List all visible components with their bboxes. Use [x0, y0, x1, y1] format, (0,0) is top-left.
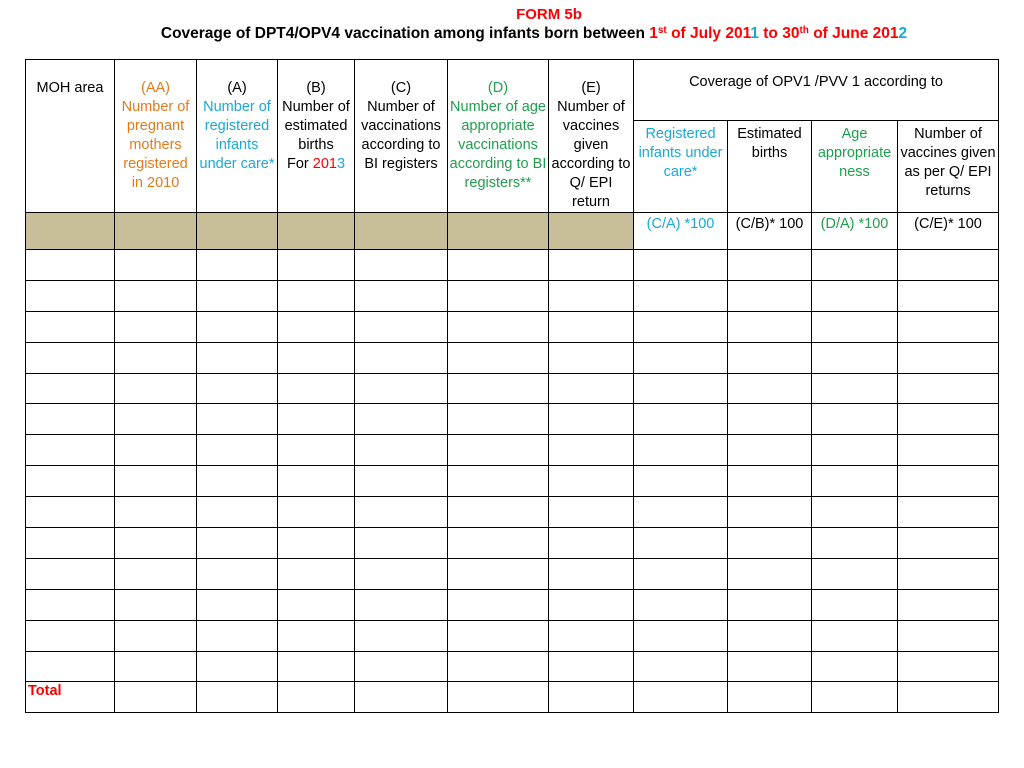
shaded-cell [115, 213, 197, 250]
table-cell[interactable] [728, 651, 812, 682]
total-row [26, 682, 999, 713]
table-cell[interactable] [115, 435, 197, 466]
table-cell[interactable] [634, 620, 728, 651]
subheader-registered-infants: Registered infants under care* [634, 121, 728, 213]
table-row [26, 373, 999, 404]
table-cell[interactable] [448, 589, 549, 620]
table-cell[interactable] [115, 651, 197, 682]
table-cell[interactable] [197, 280, 278, 311]
subtitle-year1-last: 1 [750, 25, 759, 42]
table-cell[interactable] [549, 404, 634, 435]
table-cell[interactable] [115, 682, 197, 713]
table-cell[interactable] [355, 342, 448, 373]
table-cell[interactable] [812, 651, 898, 682]
table-cell[interactable] [898, 497, 999, 528]
table-cell[interactable] [278, 497, 355, 528]
table-row [26, 342, 999, 373]
table-cell[interactable] [26, 250, 115, 281]
table-cell[interactable] [634, 528, 728, 559]
formula-da: (D/A) *100 [812, 213, 898, 250]
table-cell[interactable] [898, 528, 999, 559]
subheader-vaccines-given: Number of vaccines given as per Q/ EPI returns [898, 121, 999, 213]
table-cell[interactable] [728, 404, 812, 435]
table-cell[interactable] [898, 589, 999, 620]
table-cell[interactable] [115, 497, 197, 528]
header-e: (E) Number of vaccines given according to Q/ EPI return [549, 60, 634, 213]
table-cell[interactable] [355, 682, 448, 713]
table-cell[interactable] [197, 342, 278, 373]
table-cell[interactable] [278, 589, 355, 620]
shaded-cell [355, 213, 448, 250]
table-cell[interactable] [115, 558, 197, 589]
table-cell[interactable] [448, 497, 549, 528]
table-cell[interactable] [634, 250, 728, 281]
table-cell[interactable] [278, 373, 355, 404]
table-cell[interactable] [549, 497, 634, 528]
table-cell[interactable] [448, 342, 549, 373]
table-cell[interactable] [728, 497, 812, 528]
table-cell[interactable] [634, 589, 728, 620]
table-cell[interactable] [549, 311, 634, 342]
subtitle-day1: 1 [649, 25, 658, 42]
table-cell[interactable] [448, 682, 549, 713]
table-row [26, 250, 999, 281]
table-row [26, 620, 999, 651]
table-cell[interactable] [26, 311, 115, 342]
table-body [26, 250, 999, 682]
table-cell[interactable] [728, 250, 812, 281]
table-cell[interactable] [728, 435, 812, 466]
table-cell[interactable] [634, 311, 728, 342]
table-cell[interactable] [115, 528, 197, 559]
subtitle-month2: of June 201 [808, 25, 899, 42]
table-cell[interactable] [728, 280, 812, 311]
table-cell[interactable] [634, 682, 728, 713]
table-cell[interactable] [355, 280, 448, 311]
table-cell[interactable] [197, 682, 278, 713]
table-cell[interactable] [448, 435, 549, 466]
table-cell[interactable] [197, 466, 278, 497]
form-subtitle [44, 24, 1024, 44]
table-cell[interactable] [26, 589, 115, 620]
table-cell[interactable] [812, 682, 898, 713]
table-cell[interactable] [278, 682, 355, 713]
table-cell[interactable] [26, 497, 115, 528]
table-cell[interactable] [549, 280, 634, 311]
table-cell[interactable] [278, 466, 355, 497]
table-row [26, 558, 999, 589]
table-cell[interactable] [634, 651, 728, 682]
table-row [26, 404, 999, 435]
table-cell[interactable] [728, 342, 812, 373]
table-cell[interactable] [898, 250, 999, 281]
table-cell[interactable] [898, 280, 999, 311]
table-cell[interactable] [448, 311, 549, 342]
table-cell[interactable] [898, 620, 999, 651]
table-cell[interactable] [634, 435, 728, 466]
table-cell[interactable] [898, 651, 999, 682]
table-cell[interactable] [278, 620, 355, 651]
table-cell[interactable] [728, 373, 812, 404]
table-cell[interactable] [115, 373, 197, 404]
table-cell[interactable] [355, 620, 448, 651]
table-cell[interactable] [355, 435, 448, 466]
header-c: (C) Number of vaccinations according to BI registers [355, 60, 448, 213]
shaded-cell [448, 213, 549, 250]
table-cell[interactable] [812, 404, 898, 435]
subtitle-month1: of July 201 [666, 25, 751, 42]
table-cell[interactable] [812, 466, 898, 497]
table-cell[interactable] [115, 589, 197, 620]
table-cell[interactable] [728, 528, 812, 559]
table-cell[interactable] [549, 651, 634, 682]
table-cell[interactable] [115, 466, 197, 497]
table-cell[interactable] [634, 558, 728, 589]
table-cell[interactable] [197, 528, 278, 559]
table-cell[interactable] [278, 250, 355, 281]
table-cell[interactable] [278, 280, 355, 311]
table-cell[interactable] [197, 435, 278, 466]
header-a: (A) Number of registered infants under care* [197, 60, 278, 213]
table-cell[interactable] [812, 589, 898, 620]
table-cell[interactable] [26, 620, 115, 651]
table-cell[interactable] [812, 558, 898, 589]
table-cell[interactable] [26, 373, 115, 404]
table-cell[interactable] [197, 373, 278, 404]
table-cell[interactable] [728, 682, 812, 713]
table-row [26, 466, 999, 497]
table-cell[interactable] [812, 620, 898, 651]
table-cell[interactable] [812, 435, 898, 466]
table-cell[interactable] [448, 466, 549, 497]
table-cell[interactable] [634, 373, 728, 404]
table-cell[interactable] [549, 435, 634, 466]
table-cell[interactable] [278, 558, 355, 589]
header-moh-area: MOH area [26, 60, 115, 213]
table-row [26, 311, 999, 342]
table-cell[interactable] [549, 589, 634, 620]
table-cell[interactable] [278, 311, 355, 342]
formula-ce: (C/E)* 100 [898, 213, 999, 250]
subheader-age-appropriateness: Age appropriate ness [812, 121, 898, 213]
table-cell[interactable] [278, 435, 355, 466]
table-cell[interactable] [278, 404, 355, 435]
table-cell[interactable] [728, 589, 812, 620]
table-cell[interactable] [898, 558, 999, 589]
header-b: (B) Number of estimated births For 2013 [278, 60, 355, 213]
table-cell[interactable] [898, 342, 999, 373]
table-cell[interactable] [549, 558, 634, 589]
table-cell[interactable] [355, 528, 448, 559]
formula-row [26, 213, 999, 250]
shaded-cell [197, 213, 278, 250]
table-cell[interactable] [355, 311, 448, 342]
table-cell[interactable] [549, 373, 634, 404]
table-cell[interactable] [812, 497, 898, 528]
header-d: (D) Number of age appropriate vaccinations according to BI registers** [448, 60, 549, 213]
table-cell[interactable] [634, 466, 728, 497]
table-cell[interactable] [26, 558, 115, 589]
table-cell[interactable] [115, 342, 197, 373]
table-cell[interactable] [549, 342, 634, 373]
table-cell[interactable] [448, 404, 549, 435]
table-cell[interactable] [549, 528, 634, 559]
table-cell[interactable] [26, 528, 115, 559]
title-block [0, 6, 1024, 44]
table-row [26, 435, 999, 466]
table-cell[interactable] [278, 342, 355, 373]
table-cell[interactable] [634, 280, 728, 311]
table-cell[interactable] [448, 620, 549, 651]
table-cell[interactable] [278, 528, 355, 559]
table-cell[interactable] [355, 651, 448, 682]
table-cell[interactable] [197, 589, 278, 620]
table-cell[interactable] [898, 466, 999, 497]
table-cell[interactable] [812, 280, 898, 311]
table-cell[interactable] [26, 342, 115, 373]
table-cell[interactable] [728, 558, 812, 589]
subtitle-prefix: Coverage of DPT4/OPV4 vaccination among infants born between [160, 25, 650, 42]
subtitle-year2-last: 2 [898, 25, 908, 42]
table-cell[interactable] [355, 497, 448, 528]
shaded-cell [549, 213, 634, 250]
table-cell[interactable] [26, 651, 115, 682]
table-cell[interactable] [549, 250, 634, 281]
table-cell[interactable] [728, 311, 812, 342]
table-row [26, 280, 999, 311]
table-cell[interactable] [448, 280, 549, 311]
table-cell[interactable] [197, 558, 278, 589]
table-cell[interactable] [355, 466, 448, 497]
subtitle-to: to 30 [758, 25, 800, 42]
table-cell[interactable] [812, 528, 898, 559]
table-cell[interactable] [898, 373, 999, 404]
table-cell[interactable] [549, 466, 634, 497]
table-cell[interactable] [634, 342, 728, 373]
form-title: FORM 5b [516, 6, 582, 23]
table-cell[interactable] [812, 311, 898, 342]
table-cell[interactable] [355, 404, 448, 435]
table-cell[interactable] [197, 651, 278, 682]
table-cell[interactable] [26, 280, 115, 311]
header-coverage: Coverage of OPV1 /PVV 1 according to [634, 60, 999, 121]
table-cell[interactable] [355, 589, 448, 620]
table-cell[interactable] [898, 682, 999, 713]
subheader-estimated-births: Estimated births [728, 121, 812, 213]
formula-ca: (C/A) *100 [634, 213, 728, 250]
table-cell[interactable] [115, 311, 197, 342]
table-cell[interactable] [812, 373, 898, 404]
table-cell[interactable] [197, 497, 278, 528]
table-cell[interactable] [115, 250, 197, 281]
subtitle-sup1: st [657, 25, 667, 36]
table-row [26, 497, 999, 528]
table-cell[interactable] [448, 528, 549, 559]
table-cell[interactable] [448, 558, 549, 589]
table-cell[interactable] [728, 620, 812, 651]
total-label: Total [26, 682, 115, 713]
table-row [26, 589, 999, 620]
table-cell[interactable] [26, 466, 115, 497]
table-cell[interactable] [448, 373, 549, 404]
table-cell[interactable] [898, 435, 999, 466]
table-cell[interactable] [26, 435, 115, 466]
table-cell[interactable] [355, 250, 448, 281]
table-row [26, 528, 999, 559]
table-cell[interactable] [448, 250, 549, 281]
table-cell[interactable] [898, 404, 999, 435]
table-cell[interactable] [898, 311, 999, 342]
table-cell[interactable] [728, 466, 812, 497]
table-cell[interactable] [634, 404, 728, 435]
header-row [26, 60, 999, 121]
table-cell[interactable] [549, 620, 634, 651]
coverage-table [25, 59, 999, 713]
table-cell[interactable] [812, 250, 898, 281]
table-cell[interactable] [355, 558, 448, 589]
shaded-cell [26, 213, 115, 250]
subtitle-sup2: th [799, 25, 809, 36]
shaded-cell [278, 213, 355, 250]
table-cell[interactable] [115, 280, 197, 311]
table-cell[interactable] [448, 651, 549, 682]
table-cell[interactable] [26, 404, 115, 435]
table-cell[interactable] [197, 620, 278, 651]
table-cell[interactable] [278, 651, 355, 682]
table-cell[interactable] [115, 620, 197, 651]
table-cell[interactable] [634, 497, 728, 528]
table-cell[interactable] [115, 404, 197, 435]
table-cell[interactable] [812, 342, 898, 373]
table-cell[interactable] [355, 373, 448, 404]
table-row [26, 651, 999, 682]
table-cell[interactable] [197, 250, 278, 281]
formula-cb: (C/B)* 100 [728, 213, 812, 250]
table-cell[interactable] [549, 682, 634, 713]
header-aa: (AA) Number of pregnant mothers registered in 2010 [115, 60, 197, 213]
table-cell[interactable] [197, 404, 278, 435]
table-cell[interactable] [197, 311, 278, 342]
